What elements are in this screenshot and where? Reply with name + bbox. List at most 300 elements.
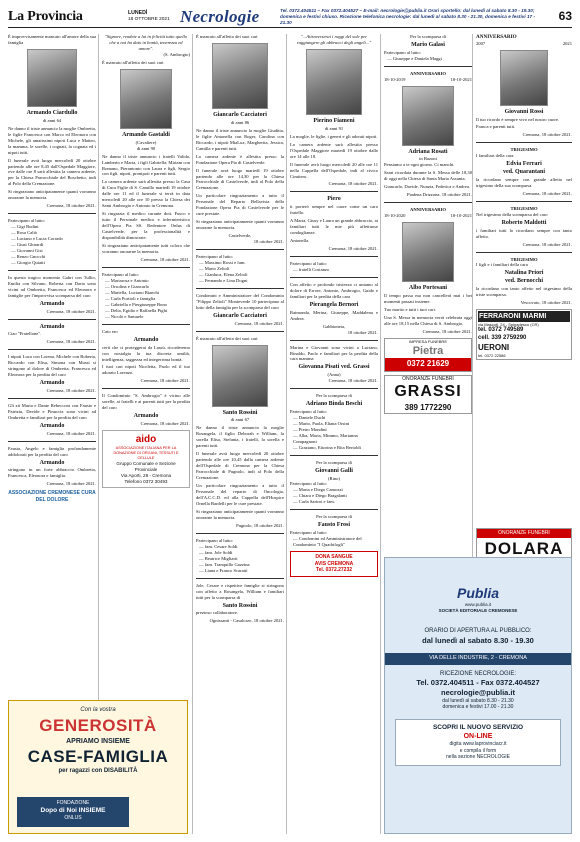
text-c3-p10: Si ringraziano anticipatamente quanti vorranno onorarne la memoria.: [196, 509, 284, 520]
list-item: — Daniele Duchi: [293, 414, 326, 420]
text-c6-n3: Roberto Maldotti: [501, 219, 547, 226]
aido-ad: [102, 430, 190, 488]
text-c2-n2: Armando: [133, 336, 159, 343]
text-c5-p1: Pensiamo a te ogni giorno. Ci manchi.: [384, 162, 455, 168]
divider: [196, 578, 284, 579]
text-c3-l-1: Mario Zelioli: [204, 266, 230, 272]
text-c3-age: di anni 86: [230, 119, 250, 125]
text-c1-p5: I nipoti Luca con Lorena, Michele con Roberta, Riccardo con Elisa, Simona con Mussi si stringono al dolore di Ombretta, Francesca ed Eleonora per la perdita del caro: [8, 354, 96, 378]
publia-email: necrologie@publia.it: [441, 688, 515, 698]
text-c3-d4: Ognissanti - Casalorzo, 18 ottobre 2021.: [209, 618, 284, 624]
newspaper-logo: La Provincia: [8, 9, 83, 24]
text-c2-aidotx: ASSOCIAZIONE ITALIANA PER LA DONAZIONE DI ORGANI, TESSUTI E CELLULE: [113, 446, 179, 460]
grassi-ad: [384, 375, 472, 415]
divider: [290, 455, 378, 456]
text-c1-l-2: Luciano e Lucia Corrado: [16, 236, 63, 242]
text-c6-n2: Edvia Ferrari: [506, 161, 542, 168]
text-c6-p3: I familiari della cara: [476, 153, 514, 159]
divider: [8, 319, 96, 320]
list-item: — fratelli Costanzo: [293, 267, 330, 272]
text-c2-p7: Il Condominio "S. Ambrogio" è vicino alle sorelle, ai fratelli e ai parenti tutti per la perdita del caro: [102, 393, 190, 411]
column-5: [384, 34, 472, 554]
text-c3-l-0: Massimo Rossi e fam.: [204, 260, 246, 266]
list-item: — Graziano, Ettorina e Rita Bertoldi: [293, 444, 361, 450]
text-c4-l2-3: Alba, Maria, Mimmo, Marianna Compagnoni: [293, 432, 358, 444]
text-c6-n4b: ved. Bernocchi: [505, 278, 543, 285]
text-c3-n4: Santo Rossini: [222, 602, 258, 609]
avis-ad: [290, 551, 378, 577]
text-c4-n7: Fausto Frosi: [317, 522, 351, 529]
text-c2-aa: Via Aporti, 28 - Cremona: [120, 472, 172, 478]
text-c2-n3: Armando: [133, 413, 159, 420]
text-publia-ric: RICEZIONE NECROLOGIE:: [439, 670, 516, 677]
list-item: — Giovanni Gisi: [11, 248, 43, 254]
list-item: — Gianluca, Elena Zelioli: [199, 272, 248, 278]
text-c5-n2: Adriana Rosati: [408, 148, 448, 155]
text-header-date: 18 OTTOBRE 2021: [128, 16, 170, 22]
text-c4-p1: La moglie, le figlie, i generi e gli adorati nipoti.: [290, 133, 378, 139]
text-c6-d4: Vescovato, 18 ottobre 2021.: [520, 299, 572, 305]
text-c4-l3-1: Chiara e Diego Bragalanti: [298, 493, 347, 499]
text-c4-age: di anni 91: [324, 125, 344, 131]
text-c4-l3-0: Maria e Diego Camozzi: [298, 487, 343, 493]
text-c5-l-0: Giuseppe e Daniela Maggi: [392, 55, 442, 61]
text-c6-tr2: TRIGESIMO: [510, 205, 538, 211]
text-banner-sub1: FONDAZIONE: [56, 800, 90, 806]
text-c3-l2-1: fam. Jole Soldi: [204, 549, 233, 555]
list-item: — Luciano e Lucia Corrado: [11, 236, 63, 242]
column-6: [476, 34, 572, 554]
divider: [290, 191, 378, 192]
text-c3-p6: Condomini e Amministratore del Condominio "Filippo Zelioli" Monteverde 10 partecipano al lutto della famiglia per la scomparsa del caro: [196, 293, 284, 310]
text-c3-name: Giancarlo Cacciatori: [213, 111, 267, 118]
text-c6-d2a: DOLARA: [484, 538, 564, 558]
text-c3-d2: Cremona, 18 ottobre 2021.: [234, 320, 284, 326]
text-c4-n6: Giovanni Galli: [315, 467, 353, 474]
text-c3-loc: Castelverde,: [228, 233, 252, 239]
text-c2-at: Telefono 0372 30493: [124, 478, 168, 484]
divider: [196, 249, 284, 250]
text-c5-a1: ANNIVERSARIO: [410, 70, 446, 76]
acdl-logo: ASSOCIAZIONE CREMONESE CURA DEL DOLORE: [8, 490, 96, 503]
text-c2-p2: La camera ardente sarà allestita presso la Casa di Cura Figlie di S. Camillo martedì 19 ottobre dalle ore 11 ed il funerale si terrà in data mercoledì 20 alle ore 10 presso la Chiesa dei Santi Ambrogio e Antonio in Cremona.: [102, 179, 190, 209]
dopodinoi-banner: [8, 700, 188, 834]
text-c2-quote: "Signore, rendete a lui in felicità tutto quello che a noi ha dato in bontà, tenerezza ed amore".: [104, 34, 188, 51]
portrait-photo: [212, 345, 268, 407]
text-c6-p2: Franca e parenti tutti.: [476, 124, 516, 130]
list-item: — Carla Portioli e famiglia: [105, 295, 156, 301]
text-c6-p5: Nel trigesimo della scomparsa del caro: [476, 211, 548, 217]
text-c1-l-1: Rosa Caliò: [16, 230, 38, 236]
text-c4-l4-0: Condomini ed Amministratore del Condominio "I Quadrifogli": [293, 536, 362, 548]
text-c2-c2: Caio ero: [102, 328, 118, 334]
divider: [384, 66, 472, 67]
text-c6-tr3: TRIGESIMO: [510, 256, 538, 262]
text-c4-n4: Giovanna Pisati ved. Grassi: [298, 364, 370, 371]
text-c5-g3: 389 1772290: [404, 402, 452, 412]
divider: [286, 34, 287, 834]
text-dona-t2: AVIS CREMONA: [314, 560, 354, 567]
text-c1-d6: Cremona, 18 ottobre 2021.: [46, 481, 96, 487]
text-banner-sub3: ONLUS: [64, 814, 82, 821]
pietra-ad: [384, 338, 472, 372]
text-c3-l2-4: Liana e Franco Scaratti: [204, 567, 248, 573]
text-c1-p6: Gli zii Maria e Dante Rebecconi con Fausto e Patrizia, Davide e Pinuccia sono vicini ad Ombretta e familiari per la perdita del caro: [8, 403, 96, 420]
text-c1-p3: Si ringraziano anticipatamente quanti vorranno onorarne la memoria.: [8, 189, 96, 201]
text-c1-n6: Armando: [39, 459, 65, 466]
text-c5-p2: Sarai ricordata durante la S. Messa delle 18,30 di oggi nella Chiesa di Santa Maria Assunta.: [384, 170, 472, 182]
text-c5-a2y2: 18-10-2021: [450, 213, 472, 219]
list-item: — Fernando e Lina Dogni: [199, 278, 248, 284]
list-item: — Orsolina e Giancarlo: [105, 283, 150, 289]
text-c3-p1: Ne danno il triste annuncio la moglie Giuditta, le figlie Antonella con Roger, Carolina con Riccardo, i nipoti MiaLux, Margherita, Jessica, Camilla e parenti tutti.: [196, 127, 284, 151]
divider: [192, 34, 193, 834]
divider: [290, 256, 378, 257]
text-c2-l-0: Mariarosa e Antonio: [110, 278, 149, 284]
text-c6-d3: Cremona, 18 ottobre 2021.: [522, 241, 572, 247]
text-c6-y1: 2007: [476, 40, 486, 46]
text-c6-p7: I figli e i familiari della cara: [476, 262, 528, 268]
text-c2-intro: È mancato all'affetto dei suoi cari: [102, 59, 164, 65]
text-c5-p5: Tuo marito e tutti i tuoi cari.: [384, 306, 437, 312]
text-c1-l-3: Giusi Ghirardi: [16, 242, 44, 248]
publia-info-box: [384, 557, 572, 834]
text-c5-n2b: in Bazoni: [419, 156, 437, 162]
text-c2-l-2: Mariella, Luciano Bianchi: [110, 289, 160, 295]
text-c5-d1: Piadena Drizzona, 18 ottobre 2021.: [406, 192, 472, 198]
list-item: — Mario Zelioli: [199, 266, 230, 272]
divider: [384, 77, 472, 83]
list-item: — fam. Cesare Soldi: [199, 543, 238, 549]
text-c4-p8: Marina e Giovanni sono vicini a Luciano, Rinaldo, Paolo e familiari per la perdita della cara mamma: [290, 344, 378, 362]
text-publia-tag: SOCIETÀ EDITORIALE CREMONESE: [438, 608, 518, 614]
text-c1-d3: Cremona, 18 ottobre 2021.: [46, 339, 96, 345]
text-c4-p3: Il funerale avrà luogo mercoledì 20 alle ore 11 nella Cappella dell'Ospedale, indi al civico Cimitero.: [290, 161, 378, 179]
text-publia-site: www.publia.it: [464, 602, 492, 608]
divider: [8, 270, 96, 271]
text-publia-addr: VIA DELLE INDUSTRIE, 2 - CREMONA: [385, 653, 571, 664]
header-date: [128, 10, 170, 22]
divider: [8, 213, 96, 214]
text-header-day: LUNEDÌ: [128, 10, 148, 16]
list-item: — Renzo Gnocchi: [11, 254, 46, 260]
text-banner-sub2: Dopo di Noi INSIEME: [40, 806, 106, 814]
text-c4-n3: Pierangela Bernori: [309, 301, 359, 308]
text-c1-d4: Cremona, 18 ottobre 2021.: [46, 388, 96, 394]
text-c6-ann: ANNIVERSARIO: [476, 34, 517, 40]
text-c2-l-1: Orsolina e Giancarlo: [110, 283, 150, 289]
text-c2-d1: Cremona, 18 ottobre 2021.: [140, 257, 190, 263]
text-c1-l-4: Giovanni Gisi: [16, 248, 43, 254]
text-c1-d1: Cremona, 18 ottobre 2021.: [46, 203, 96, 209]
text-c3-d1: 18 ottobre 2021.: [253, 239, 284, 245]
portrait-photo: [27, 49, 77, 107]
text-c2-d3: Cremona, 18 ottobre 2021.: [140, 421, 190, 427]
divider: [102, 324, 190, 325]
list-item: — Gigi Bodini: [11, 224, 39, 230]
text-c3-intro: È mancato all'affetto dei suoi cari: [196, 34, 258, 39]
dopodinoi-logo: [17, 797, 129, 827]
divider: [384, 213, 472, 219]
text-banner-b4: CASE-FAMIGLIA: [27, 746, 169, 766]
aido-logo: aido: [135, 434, 157, 446]
text-publia-sc3: digita www.laprovinciacr.it: [449, 741, 507, 748]
text-c6-d1a: ONORANZE FUNEBRI: [477, 529, 571, 538]
text-c1-l-0: Gigi Bodini: [16, 224, 39, 230]
text-dona-t3: Tel. 0372.27232: [315, 567, 353, 574]
divider: [476, 34, 572, 41]
text-c4-s1: Antonella.: [290, 238, 310, 244]
text-c6-fm4: cell. 339 2759290: [478, 335, 527, 342]
list-item: — Rosa Caliò: [11, 230, 38, 236]
text-publia-h1: dal lunedì al sabato 8.30 - 21.30: [442, 697, 514, 704]
text-c4-d3: 18 ottobre 2021.: [347, 329, 378, 335]
text-c1-n3: Armando: [39, 323, 65, 330]
divider: [8, 398, 96, 399]
divider: [476, 142, 572, 143]
text-c4-ps2: Per la scomparsa di: [316, 459, 352, 465]
text-c1-n2: Armando: [39, 300, 65, 307]
text-c4-l2-0: Daniele Duchi: [298, 414, 326, 420]
list-item: — Delia, Egidio e Raffaella Pighi: [105, 307, 168, 313]
text-publia-sc5: nella sezione NECROLOGIE: [446, 754, 510, 761]
text-c5-d2: Cremona, 18 ottobre 2021.: [422, 328, 472, 334]
text-c2-p6: I tuoi cari nipoti Nicoletta, Paolo ed il tuo adorato Lorenzo.: [102, 364, 190, 376]
text-c5-ps: Per la scomparsa di: [410, 34, 446, 39]
list-item: — Alba, Maria, Mimmo, Marianna Compagnoni: [293, 432, 358, 444]
text-c3-p9: Un particolare ringraziamento a tutto il Personale del reparto di Oncologia, dell'A.C.C.D. ed alla Cappella dell'Hospice Ornella Bardelli per le cure prestate.: [196, 483, 284, 507]
text-c4-l2-4: Graziano, Ettorina e Rita Bertoldi: [298, 444, 361, 450]
text-c4-loc: Gabbioneta,: [322, 323, 346, 329]
text-publia-h2: domenica e festivi 17.00 - 21.30: [442, 704, 514, 711]
text-c4-name: Pierino Fiameni: [313, 117, 355, 124]
text-c6-d2: Cremona, 18 ottobre 2021.: [522, 190, 572, 196]
divider: [102, 388, 190, 389]
text-c4-pt3: Partecipano al lutto:: [290, 481, 327, 487]
divider: [290, 277, 378, 278]
text-c5-g1: ONORANZE FUNEBRI: [402, 375, 454, 382]
text-publia-orario: ORARIO DI APERTURA AL PUBBLICO:: [424, 627, 532, 634]
divider: [380, 34, 381, 834]
text-c5-n3: Albo Portesani: [408, 285, 448, 292]
text-c3-p7: Ne danno il triste annuncio la moglie Rosangela, il figlio Deborah e William, la sorella Elisa, Stefania, i fratelli, la sorella e parenti tutti.: [196, 425, 284, 449]
text-c4-pt2: Partecipano al lutto:: [290, 408, 327, 414]
column-1: [8, 34, 96, 696]
portrait-photo: [500, 50, 548, 106]
list-item: — Liana e Franco Scaratti: [199, 567, 248, 573]
text-c3-p11: Jole, Cesare e rispettive famiglie si stringono con affetto a Rosangela, William e familiari tutti per la scomparsa di: [196, 582, 284, 600]
text-banner-b1: Con la vostra: [80, 707, 116, 713]
divider: [290, 388, 378, 389]
text-c3-p5: Si ringraziano anticipatamente quanti vorranno onorarne la memoria.: [196, 219, 284, 231]
list-item: — Gabriella e Piergiuseppe Bono: [105, 301, 167, 307]
text-c4-ps1: Per la scomparsa di: [316, 393, 352, 399]
divider: [384, 202, 472, 203]
text-c2-qa: (S. Ambrogio): [163, 51, 190, 57]
text-c1-p4: In questo tragico momento Gabri con Tullio, Emilia con Silvano, Roberta con Dario sono vicini ad Ombretta, Francesca ed Eleonora e famiglie per l'improvvisa scomparsa del caro: [8, 275, 96, 298]
text-c5-a2y1: 18-10-2020: [384, 213, 406, 219]
text-c2-d2: Cremona, 18 ottobre 2021.: [140, 378, 190, 384]
divider: [290, 340, 378, 341]
column-4: [290, 34, 378, 834]
portrait-photo: [120, 69, 172, 129]
text-c3-l2-3: fam. Tranquillo Gazzina: [204, 561, 250, 567]
text-c6-fm3: tel. 0372 749589: [478, 327, 524, 334]
text-c1-p2: Il funerale avrà luogo mercoledì 20 ottobre partendo alle ore 8,45 dall'Ospedale Maggiore, ove dalle ore 8 sarà allestita la camera ardente, per la Chiesa Parrocchiale del Boschetto, indi al Polo della Cremazione.: [8, 157, 96, 187]
text-c5-pietra3: 0372 21629: [385, 358, 471, 370]
publia-logo: Publia: [456, 585, 499, 601]
text-c5-p6: Una S. Messa in memoria verrà celebrata oggi alle ore 18,15 nella Chiesa di S. Ambrogio.: [384, 314, 472, 326]
text-c4-p2: La camera ardente sarà allestita presso l'Ospedale Maggiore martedì 19 ottobre dalle ore 14 alle 18.: [290, 141, 378, 159]
list-item: — Condomini ed Amministratore del Condominio "I Quadrifogli": [293, 536, 362, 548]
text-c6-p1: Il tuo ricordo è sempre vivo nel nostro cuore.: [476, 116, 560, 122]
text-c4-l-0: fratelli Costanzo: [298, 267, 330, 272]
text-c4-n5: Adriano Binda Beschi: [305, 401, 363, 408]
text-c4-l3-2: Carla Sartori e fam.: [298, 499, 335, 505]
divider: [196, 533, 284, 534]
list-item: — Mariarosa e Antonio: [105, 278, 149, 284]
text-c5-p3: Giancarlo, Davide, Nunzia, Federica e Andrea.: [384, 184, 471, 190]
divider: [290, 509, 378, 510]
text-c1-l-6: Giorgio Quiatti: [16, 260, 45, 266]
text-c3-p4: Un particolare ringraziamento a tutto il Personale del Reparto Bellavista della Fondazione Opera Pia di Castelverde per le cure prestate.: [196, 193, 284, 217]
list-item: — fam. Tranquillo Gazzina: [199, 561, 250, 567]
list-item: — Mariella, Luciano Bianchi: [105, 289, 160, 295]
list-item: — Massimo Rossi e fam.: [199, 260, 246, 266]
text-c4-p7: Raimonda, Merina, Giuseppe, Maddalena e Andrea.: [290, 309, 378, 321]
text-c3-p12: prezioso collaboratore.: [196, 610, 239, 616]
text-c5-a1y1: 18-10-2019: [384, 76, 406, 82]
text-c2-ag: Gruppo Comunale e Sezione Provinciale: [116, 460, 176, 472]
text-c1-d5: Cremona, 18 ottobre 2021.: [46, 430, 96, 436]
text-c6-p6: i familiari tutti lo ricordano sempre con tanto affetto.: [476, 227, 572, 239]
text-c2-age: di anni 90: [136, 145, 156, 151]
text-c1-l-5: Renzo Gnocchi: [16, 254, 46, 260]
text-c4-d4: Cremona, 18 ottobre 2021.: [328, 378, 378, 384]
text-c5-a2: ANNIVERSARIO: [410, 207, 446, 213]
text-publia-sc4: e compila il form: [459, 747, 497, 754]
text-c4-p6: Con affetto e profondo tristezza ci uniamo al dolore di Errore, Antonio, Ambrogio, Guido e familiari per la perdita della cara: [290, 281, 378, 299]
list-item: — Nicolò e Samuele: [105, 313, 144, 319]
text-c4-d1: Cremona, 18 ottobre 2021.: [328, 181, 378, 187]
text-c2-l-3: Carla Portioli e famiglia: [110, 295, 156, 301]
text-c4-quote: "...Attraverserai i raggi del sole per raggiungere gli abbracci degli angeli...": [296, 34, 372, 45]
text-c6-d1: Cremona, 18 ottobre 2021.: [522, 132, 572, 138]
deceased-name: Armando Ciardullo: [26, 109, 78, 116]
text-c1-p1: Ne danno il triste annuncio la moglie Ombretta, le figlie Francesca con Marco ed Eleonora con Michele, gli amatissimi nipoti Luca e Matteo, la mamma, le sorelle, i cognati, la cognata ed i nipoti tutti.: [8, 125, 96, 155]
text-c3-pt2: Partecipano al lutto:: [196, 537, 233, 543]
text-publia-sc2: ON-LINE: [463, 733, 493, 741]
text-c3-l-2: Gianluca, Elena Zelioli: [204, 272, 248, 278]
text-c5-pt: Partecipano al lutto:: [384, 49, 421, 55]
text-c2-name: Armando Gastaldi: [122, 131, 170, 138]
section-title: Necrologie: [180, 7, 260, 26]
text-c4-d2: Cremona, 18 ottobre 2021.: [328, 246, 378, 252]
text-c3-age3: di anni 67: [230, 417, 250, 423]
text-c4-l2-2: Pietro Mondini: [298, 426, 327, 432]
text-c3-intro2: È mancato all'affetto dei suoi cari: [196, 335, 258, 341]
text-c1-p7: Fausta, Angelo e famiglia profondamente addolorati per la perdita del caro: [8, 445, 96, 457]
text-c3-p8: Il funerale avrà luogo mercoledì 20 ottobre partendo alle ore 10,45 dalla camera ardente dell'Ospedale di Cremona per la Chiesa Parrocchiale di Pugnolo, indi al Polo della Cremazione.: [196, 451, 284, 481]
text-c6-p8: la ricordano con tanto affetto nel trigesimo della triste scomparsa.: [476, 286, 572, 297]
text-c3-d3: Pugnolo, 18 ottobre 2021.: [236, 522, 284, 528]
text-c3-l-3: Fernando e Lina Dogni: [204, 278, 248, 284]
text-c3-l2-0: fam. Cesare Soldi: [204, 543, 238, 549]
divider: [8, 349, 96, 350]
text-c4-n6b: (Rino): [328, 475, 340, 481]
text-c2-p5: certi che ci proteggerai da Lassù, ricorderemo con nostalgia la tua discreta umiltà, intelligenza, saggezza ed integerrima bontà.: [102, 344, 190, 362]
list-item: — Carla Sartori e fam.: [293, 499, 335, 505]
text-c2-l-6: Nicolò e Samuele: [110, 313, 144, 319]
text-c3-p2: La camera ardente è allestita presso la Fondazione Opera Pia di Castelverde.: [196, 153, 284, 165]
text-dona-t1: DONA SANGUE: [315, 554, 353, 561]
text-c2-l-4: Gabriella e Piergiuseppe Bono: [110, 301, 167, 307]
header-contact-info: Tel. 0372.404511 – Fax 0372.404527 – E-mail: necrologie@publia.it Orari sportello: dal lunedì al sabato 8.30 - 19.30; domenica e festivi chiuso. Ricezione telefonica necrologie: dal lunedì al sabato 8.30 - 21.30, domenica e festivi 17 - 21.30: [280, 8, 536, 26]
text-c3-n2: Giancarlo Cacciatori: [213, 312, 267, 319]
divider: [476, 252, 572, 253]
column-3: [196, 34, 284, 834]
text-c1-p8: stringono in un forte abbraccio Ombretta, Francesca, Eleonora e famiglia.: [8, 467, 96, 479]
text-c4-name2: Piero: [327, 196, 341, 203]
list-item: — Chiara e Diego Bragalanti: [293, 493, 347, 499]
text-c6-p4: la ricordano sempre con grande affetto nel trigesimo della sua scomparsa.: [476, 176, 572, 188]
text-publia-hours: dal lunedì al sabato 8.30 - 19.30: [422, 635, 534, 645]
list-item: — Beatrice Migliarti: [199, 555, 238, 561]
text-c2-pt: Partecipano al lutto:: [102, 272, 139, 278]
text-c5-a1y2: 18-10-2021: [450, 76, 472, 82]
text-c2-nick: (Cavaliere): [135, 139, 157, 145]
divider: [476, 201, 572, 202]
portrait-photo: [402, 86, 454, 146]
page-header: [8, 6, 572, 28]
text-c6-tr1: TRIGESIMO: [510, 147, 538, 153]
ferraroni-ad: [476, 309, 572, 360]
text-banner-b3: APRIAMO INSIEME: [66, 737, 130, 745]
text-c6-y2: 2021: [562, 40, 572, 46]
text-c4-n4b: (Anna): [327, 372, 341, 378]
text-c1-n5: Armando: [39, 422, 65, 429]
list-item: — Maria e Diego Camozzi: [293, 487, 343, 493]
portrait-photo: [212, 43, 268, 109]
text-c3-name3: Santo Rossini: [222, 409, 258, 416]
text-c5-pietra1: IMPRESA FUNEBRE: [408, 338, 447, 344]
divider: [102, 267, 190, 268]
text-c6-n4: Natalina Priori: [504, 270, 544, 277]
text-c2-p4: Si ringraziano anticipatamente tutti coloro che vorranno onorarne la memoria.: [102, 243, 190, 255]
text-publia-tel: Tel. 0372.404511 - Fax 0372.404527: [416, 678, 540, 688]
text-c5-n1: Mario Galasi: [411, 41, 445, 48]
divider: [476, 41, 572, 47]
list-item: — Pietro Mondini: [293, 426, 327, 432]
text-c4-p4: ti porterò sempre nel cuore come un caro fratello.: [290, 204, 378, 216]
column-2: [102, 34, 190, 696]
text-c4-ps3: Per la scomparsa di: [316, 514, 352, 520]
text-c4-pt4: Partecipano al lutto:: [290, 530, 327, 536]
text-c4-pt: Partecipano al lutto:: [290, 261, 327, 267]
divider: [196, 288, 284, 289]
text-c1-c3: Ciao "Fratellone".: [8, 331, 42, 337]
list-item: — Giuseppe e Daniela Maggi: [387, 55, 442, 61]
text-c3-pt: Partecipano al lutto:: [196, 254, 233, 260]
divider: [196, 331, 284, 332]
text-banner-b2: GENEROSITÀ: [39, 715, 157, 735]
text-c6-fm2: via Mascoti, 24 - Spinadesco (CR): [478, 322, 539, 328]
text-c1-d2: Cremona, 18 ottobre 2021.: [46, 308, 96, 314]
text-c5-g2: GRASSI: [394, 383, 462, 401]
text-c6-uer: UERONI: [478, 342, 510, 352]
text-c3-p3: Il funerale avrà luogo martedì 19 ottobre partendo alle ore 14,30 per la Chiesa Parrocchiale di Castelverde, indi al Polo della Cremazione.: [196, 167, 284, 191]
text-c1-pt: Partecipano al lutto:: [8, 218, 45, 224]
